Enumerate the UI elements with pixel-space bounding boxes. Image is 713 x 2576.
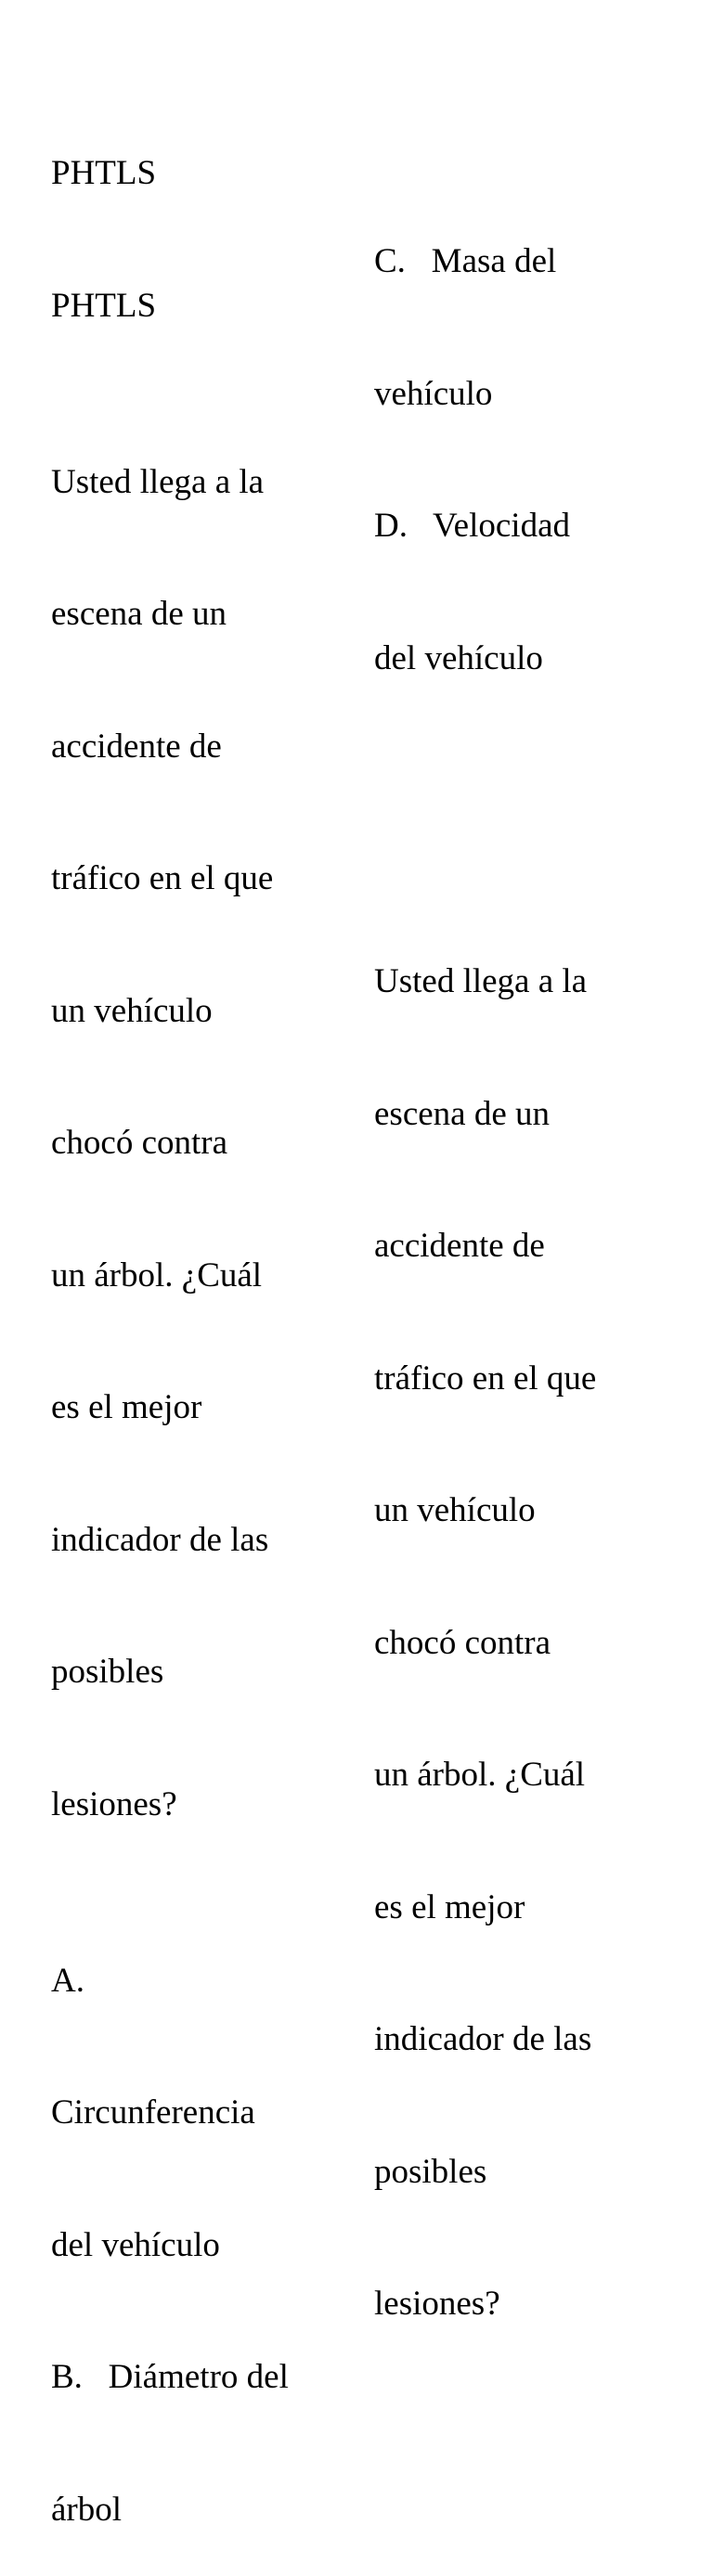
option-line: árbol xyxy=(51,2490,123,2529)
right-column xyxy=(374,151,690,2370)
header-line: PHTLS xyxy=(51,286,157,325)
left-column xyxy=(51,63,348,2576)
question-line: un árbol. ¿Cuál xyxy=(51,1256,263,1294)
option-line: A. xyxy=(51,1961,84,2000)
question-line: es el mejor xyxy=(51,1388,202,1426)
header-line: PHTLS xyxy=(51,154,157,192)
question-line: indicador de las xyxy=(51,1520,269,1559)
option-line: C. Masa del xyxy=(374,242,557,280)
question-line: indicador de las xyxy=(374,2020,592,2058)
question-line: posibles xyxy=(51,1653,164,1691)
question-line: accidente de xyxy=(51,727,222,766)
question-line: Usted llega a la xyxy=(51,462,265,501)
question-line: chocó contra xyxy=(374,1623,551,1662)
question-line: chocó contra xyxy=(51,1124,228,1162)
question-line: lesiones? xyxy=(51,1784,177,1823)
question-line: lesiones? xyxy=(374,2285,500,2323)
option-line: Circunferencia xyxy=(51,2093,255,2132)
question-line: un árbol. ¿Cuál xyxy=(374,1756,586,1794)
question-line: tráfico en el que xyxy=(51,859,274,897)
option-line: del vehículo xyxy=(51,2225,220,2264)
option-line: D. Velocidad xyxy=(374,507,570,545)
option-line: del vehículo xyxy=(374,638,543,677)
question-line: posibles xyxy=(374,2152,487,2191)
question-line: un vehículo xyxy=(374,1491,536,1529)
spacer xyxy=(374,813,690,828)
question-line: escena de un xyxy=(51,595,227,633)
option-line: vehículo xyxy=(374,374,493,413)
question-line: un vehículo xyxy=(51,991,213,1030)
question-line: es el mejor xyxy=(374,1887,525,1926)
question-line: accidente de xyxy=(374,1227,545,1265)
question-line: Usted llega a la xyxy=(374,962,588,1000)
question-line: escena de un xyxy=(374,1094,551,1133)
option-line: B. Diámetro del xyxy=(51,2358,289,2396)
question-line: tráfico en el que xyxy=(374,1359,597,1397)
